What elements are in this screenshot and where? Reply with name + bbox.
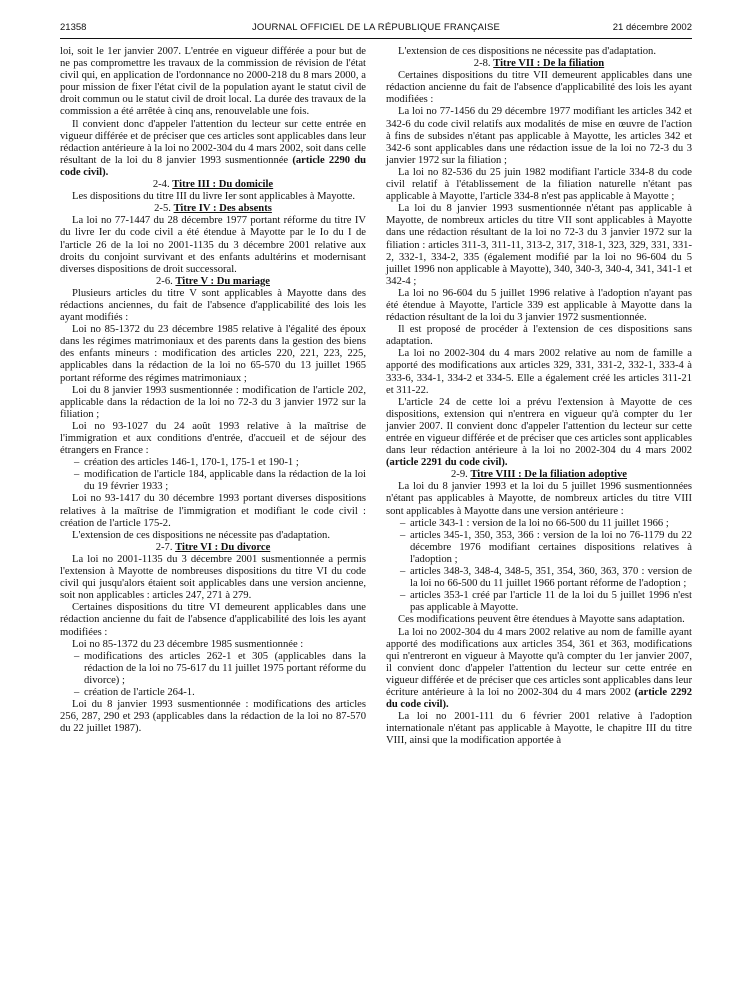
header-rule — [60, 38, 692, 39]
list-item: – création de l'article 264-1. — [74, 687, 366, 699]
list-item: – articles 345-1, 350, 353, 366 : version de la loi no 76-1179 du 22 décembre 1976 modifiant certaines dispositions relatives à l'adoption ; — [400, 530, 692, 566]
journal-title: JOURNAL OFFICIEL DE LA RÉPUBLIQUE FRANÇAISE — [251, 22, 501, 33]
list-item: – modification de l'article 184, applicable dans la rédaction de la loi du 19 février 1933 ; — [74, 469, 366, 493]
paragraph: La loi no 2002-304 du 4 mars 2002 relative au nom de famille ayant apporté des modifications aux articles 354, 361 et 363, modifications qui n'entreront en vigueur à Mayotte qu'à compter du 1er janvier 2007, il convient donc d'appeler l'attention du lecteur sur cette entrée en vigueur différée et de préciser que ces articles sont applicables dans leur écriture antérieure à la loi no 2002-304 du 4 mars 2002 (article 2292 du code civil). — [386, 626, 693, 711]
section-heading-2-7: 2-7. Titre VI : Du divorce — [155, 541, 271, 553]
section-heading-2-9: 2-9. Titre VIII : De la filiation adoptive — [451, 469, 627, 481]
section-heading-2-6: 2-6. Titre V : Du mariage — [156, 275, 270, 287]
section-heading-2-8: 2-8. Titre VII : De la filiation — [473, 58, 605, 70]
list-item: – modifications des articles 262-1 et 305 (applicables dans la rédaction de la loi no 75-617 du 11 juillet 1975 portant réforme du divorce) ; — [74, 651, 366, 687]
paragraph: La loi no 77-1456 du 29 décembre 1977 modifiant les articles 342 et 342-6 du code civil relatifs aux modalités de mise en œuvre de l'action à fins de subsides n'étant pas applicable à Mayotte, les articles 342 et 342-6 sont applicables dans une rédaction issue de la loi no 72-3 du 3 janvier 1972 sur la filiation ; — [386, 106, 692, 166]
page-number: 21358 — [60, 22, 87, 33]
paragraph: La loi no 77-1447 du 28 décembre 1977 portant réforme du titre IV du livre Ier du code civil a été étendue à Mayotte par le Io du I de l'article 26 de la loi no 2001-1135 du 3 décembre 2001 relative aux droits du conjoint survivant et des enfants adultérins et modernisant diverses dispositions de droit successoral. — [60, 215, 366, 275]
right-column — [386, 46, 692, 747]
paragraph: Certaines dispositions du titre VI demeurent applicables dans une rédaction ancienne du fait de l'absence d'applicabilité des lois les ayant modifiées : — [60, 602, 366, 638]
section-heading-2-5: 2-5. Titre IV : Des absents — [154, 203, 272, 215]
issue-date: 21 décembre 2002 — [612, 22, 692, 33]
left-column — [60, 46, 366, 735]
paragraph: La loi no 2001-1135 du 3 décembre 2001 susmentionnée a permis l'extension à Mayotte de nombreuses dispositions du titre VI du code civil qui jusqu'alors étaient soit applicables dans une version ancienne, soit non applicables : articles 247, 271 à 279. — [60, 553, 366, 602]
paragraph: L'extension de ces dispositions ne nécessite pas d'adaptation. — [398, 46, 657, 57]
list-item: – article 343-1 : version de la loi no 66-500 du 11 juillet 1966 ; — [400, 518, 692, 530]
paragraph: La loi du 8 janvier 1993 et la loi du 5 juillet 1996 susmentionnées n'étant pas applicables à Mayotte, de nombreux articles du titre VIII sont applicables à Mayotte dans une version antérieure : — [386, 481, 692, 517]
bullet-list — [386, 518, 692, 615]
paragraph: Il convient donc d'appeler l'attention du lecteur sur cette entrée en vigueur différée et de préciser que ces articles sont applicables dans leur rédaction antérieure à la loi no 2002-304 du 4 mars 2002, soit dans celle résultant de la loi du 8 janvier 1993 susmentionnée (article 2290 du code civil). — [60, 118, 367, 178]
paragraph: Loi no 93-1417 du 30 décembre 1993 portant diverses dispositions relatives à la maîtrise de l'immigration et modifiant le code civil : création de l'article 175-2. — [60, 493, 366, 529]
page-header — [60, 20, 692, 36]
bullet-list — [60, 651, 366, 699]
paragraph: Plusieurs articles du titre V sont applicables à Mayotte dans des rédactions anciennes, du fait de l'absence d'applicabilité des lois les ayant modifiés : — [60, 287, 366, 324]
paragraph: La loi no 96-604 du 5 juillet 1996 relative à l'adoption n'ayant pas été étendue à Mayotte, l'article 339 est applicable à Mayotte dans la rédaction résultant de la loi du 3 janvier 1972 susmentionnée. — [386, 287, 692, 324]
paragraph: Il est proposé de procéder à l'extension de ces dispositions sans adaptation. — [386, 324, 692, 348]
list-item: – articles 348-3, 348-4, 348-5, 351, 354, 360, 363, 370 : version de la loi no 66-500 du 11 juillet 1966 portant réforme de l'adoption ; — [400, 566, 692, 590]
paragraph: La loi no 2002-304 du 4 mars 2002 relative au nom de famille a apporté des modifications aux articles 329, 331, 331-2, 332-1, 333-4 à 333-6, 334-1, 334-2 et 334-5. Elle a également créé les articles 311-21 et 311-22. — [386, 348, 692, 396]
paragraph: La loi no 82-536 du 25 juin 1982 modifiant l'article 334-8 du code civil relatif à l'établissement de la filiation naturelle n'étant pas applicable à Mayotte, l'article 334-8 n'est pas applicable à Mayotte ; — [386, 166, 692, 203]
article-reference: (article 2290 du code civil). — [60, 154, 366, 178]
paragraph: La loi du 8 janvier 1993 susmentionnée n'étant pas applicable à Mayotte, de nombreux articles du titre VII sont applicables à Mayotte dans une rédaction résultant de la loi no 72-3 du 3 janvier 1972 sur la filiation : articles 311-3, 311-11, 313-2, 317, 318-1, 323, 329, 331, 331-2, 332-1, 334-2, 335 (également modifié par la loi no 96-604 du 5 juillet 1996 non applicable à Mayotte), 340, 340-3, 340-4, 341, 341-1 et 342-4 ; — [386, 203, 692, 287]
section-heading-2-4: 2-4. Titre III : Du domicile — [152, 179, 274, 191]
paragraph: Ces modifications peuvent être étendues à Mayotte sans adaptation. — [398, 614, 685, 626]
list-item: – articles 353-1 créé par l'article 11 de la loi du 5 juillet 1996 n'est pas applicable à Mayotte. — [400, 590, 692, 614]
bullet-list — [60, 457, 366, 493]
paragraph: Loi no 93-1027 du 24 août 1993 relative à la maîtrise de l'immigration et aux conditions d'entrée, d'accueil et de séjour des étrangers en France : — [60, 420, 366, 457]
paragraph: Loi du 8 janvier 1993 susmentionnée : modification de l'article 202, applicable dans la rédaction de la loi no 72-3 du 3 janvier 1972 sur la filiation ; — [60, 384, 366, 420]
paragraph: Les dispositions du titre III du livre Ier sont applicables à Mayotte. — [72, 191, 356, 203]
article-reference: (article 2291 du code civil). — [386, 457, 508, 469]
paragraph: L'article 24 de cette loi a prévu l'extension à Mayotte de ces dispositions, extension qui n'entrera en vigueur qu'à compter du 1er janvier 2007. Il convient donc d'appeler l'attention du lecteur sur cette entrée en vigueur différée et de préciser que ces articles sont applicables dans leur rédaction antérieure à la loi no 2002-304 du 4 mars 2002 (article 2291 du code civil). — [386, 396, 692, 469]
list-item: – création des articles 146-1, 170-1, 175-1 et 190-1 ; — [74, 457, 366, 469]
paragraph: La loi no 2001-111 du 6 février 2001 relative à l'adoption internationale n'étant pas applicable à Mayotte, le chapitre III du titre VIII, ainsi que la modification apportée à — [386, 711, 692, 747]
paragraph: loi, soit le 1er janvier 2007. L'entrée en vigueur différée a pour but de ne pas compromettre les travaux de la commission de révision de l'état civil qui, en application de l'ordonnance no 2000-218 du 8 mars 2000, a pour mission de fixer l'état civil de la population ayant le statut civil de droit commun ou le statut civil de droit local. La durée des travaux de la commission a été arrêtée à cinq ans, renouvelable une fois. — [60, 46, 366, 118]
paragraph: L'extension de ces dispositions ne nécessite pas d'adaptation. — [72, 529, 331, 541]
article-reference: (article 2292 du code civil). — [386, 686, 692, 711]
paragraph: Loi no 85-1372 du 23 décembre 1985 susmentionnée : — [72, 638, 304, 650]
paragraph: Loi du 8 janvier 1993 susmentionnée : modifications des articles 256, 287, 290 et 293 (applicables dans la rédaction de la loi no 87-570 du 22 juillet 1987). — [60, 699, 366, 735]
paragraph: Certaines dispositions du titre VII demeurent applicables dans une rédaction ancienne du fait de l'absence d'applicabilité des lois les ayant modifiées : — [386, 70, 692, 106]
paragraph: Loi no 85-1372 du 23 décembre 1985 relative à l'égalité des époux dans les régimes matrimoniaux et des parents dans la gestion des biens des enfants mineurs : modification des articles 220, 221, 223, 225, applicables dans la rédaction de la loi no 65-570 du 13 juillet 1965 portant réforme des régimes matrimoniaux ; — [60, 324, 366, 384]
